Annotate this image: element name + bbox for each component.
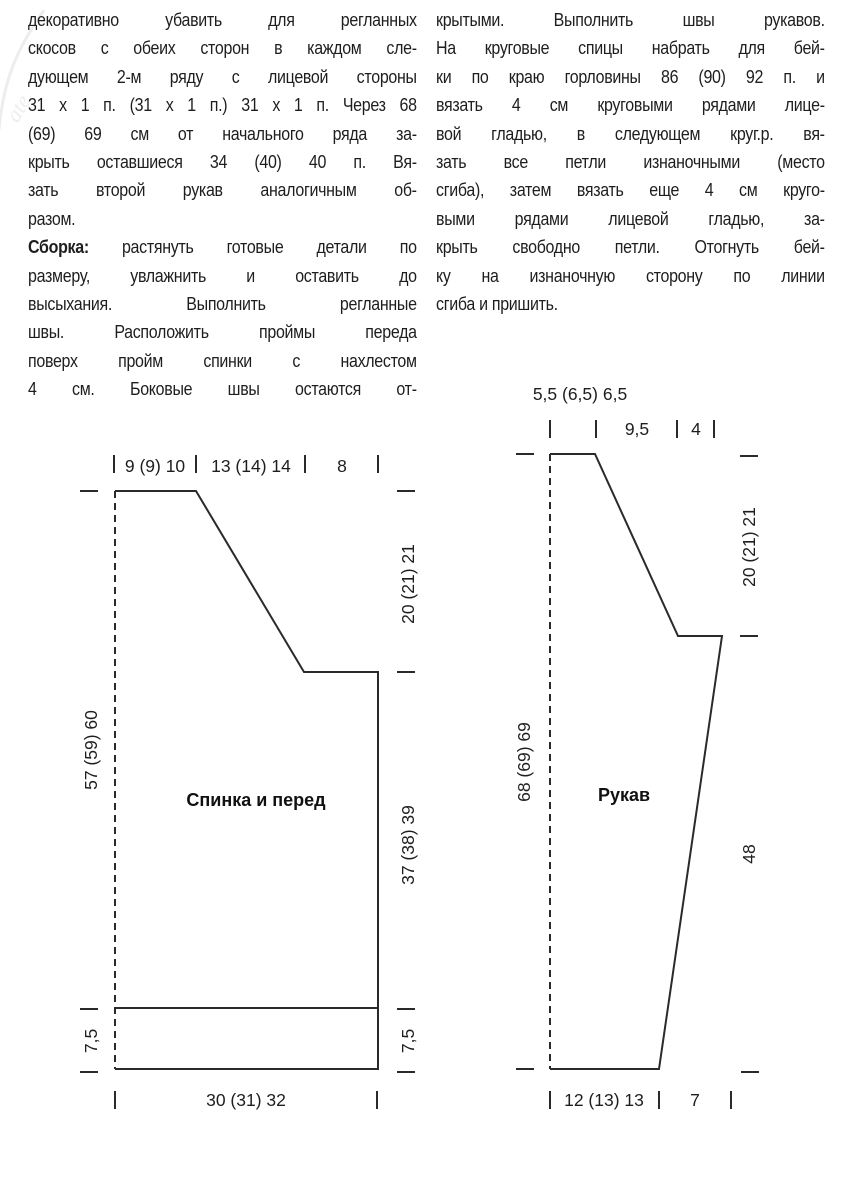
text-line: выми рядами лицевой гладью, за-	[436, 207, 825, 229]
assembly-heading: Сборка:	[28, 236, 89, 258]
text-line: скосов с обеих сторон в каждом сле-	[28, 37, 417, 59]
text-line: сгиба), затем вязать еще 4 см круго-	[436, 179, 825, 201]
text-line: крыть свободно петли. Отогнуть бей-	[436, 236, 825, 258]
text-line: (69) 69 см от начального ряда за-	[28, 122, 417, 144]
body-right-side: 37 (38) 39	[398, 805, 418, 885]
sleeve-outline	[550, 454, 722, 1069]
text-line: вой гладью, в следующем круг.р. вя-	[436, 122, 825, 144]
sleeve-bottom-dim-cuff: 12 (13) 13	[564, 1090, 644, 1110]
sleeve-right-side: 48	[739, 844, 759, 864]
body-top-dim-neck: 9 (9) 10	[124, 456, 186, 476]
text-line: зать все петли изнаночными (место	[436, 151, 825, 173]
body-left-height: 57 (59) 60	[81, 710, 101, 790]
text-line: сгиба и пришить.	[436, 293, 558, 315]
body-right-raglan: 20 (21) 21	[398, 544, 418, 624]
sleeve-top-dim-raglan: 9,5	[624, 419, 650, 439]
sleeve-piece-title: Рукав	[597, 785, 651, 805]
body-top-dim-underarm: 8	[337, 456, 347, 476]
sleeve-bottom-dim-offset: 7	[690, 1090, 700, 1110]
text-line: вязать 4 см круговыми рядами лице-	[436, 94, 825, 116]
text-line: поверх пройм спинки с нахлестом	[28, 349, 417, 371]
sleeve-left-height: 68 (69) 69	[514, 722, 534, 802]
body-piece-title: Спинка и перед	[186, 790, 326, 810]
body-dimension-labels	[81, 456, 418, 1110]
text-line: 31 х 1 п. (31 х 1 п.) 31 х 1 п. Через 68	[28, 94, 417, 116]
text-line: высыхания. Выполнить регланные	[28, 293, 417, 315]
text-line: зать второй рукав аналогичным об-	[28, 179, 417, 201]
text-line: разом.	[28, 207, 76, 229]
svg-text:ate: ate	[0, 90, 36, 127]
sleeve-pattern-diagram	[516, 420, 759, 1109]
body-right-rib: 7,5	[398, 1028, 418, 1054]
text-line: ку на изнаночную сторону по линии	[436, 264, 825, 286]
text-fragment: растянуть готовые детали по	[88, 236, 417, 258]
text-line: дующем 2-м ряду с лицевой стороны	[28, 65, 417, 87]
text-line: швы. Расположить проймы переда	[28, 321, 417, 343]
body-top-dim-raglan: 13 (14) 14	[211, 456, 291, 476]
sleeve-top-label-neck: 5,5 (6,5) 6,5	[532, 384, 628, 404]
body-pattern-diagram	[80, 455, 415, 1109]
text-line: размеру, увлажнить и оставить до	[28, 264, 417, 286]
body-outline	[115, 491, 378, 1069]
text-line: крыть оставшиеся 34 (40) 40 п. Вя-	[28, 151, 417, 173]
text-line: 4 см. Боковые швы остаются от-	[28, 378, 417, 400]
body-left-rib: 7,5	[81, 1028, 101, 1054]
text-line: крытыми. Выполнить швы рукавов.	[436, 9, 825, 30]
body-bottom-width: 30 (31) 32	[206, 1090, 286, 1110]
text-line: декоративно убавить для регланных	[28, 9, 417, 30]
text-line: ки по краю горловины 86 (90) 92 п. и	[436, 65, 825, 87]
sleeve-top-dim-underarm: 4	[691, 419, 701, 439]
text-line: На круговые спицы набрать для бей-	[436, 37, 825, 59]
sleeve-right-raglan: 20 (21) 21	[739, 507, 759, 587]
